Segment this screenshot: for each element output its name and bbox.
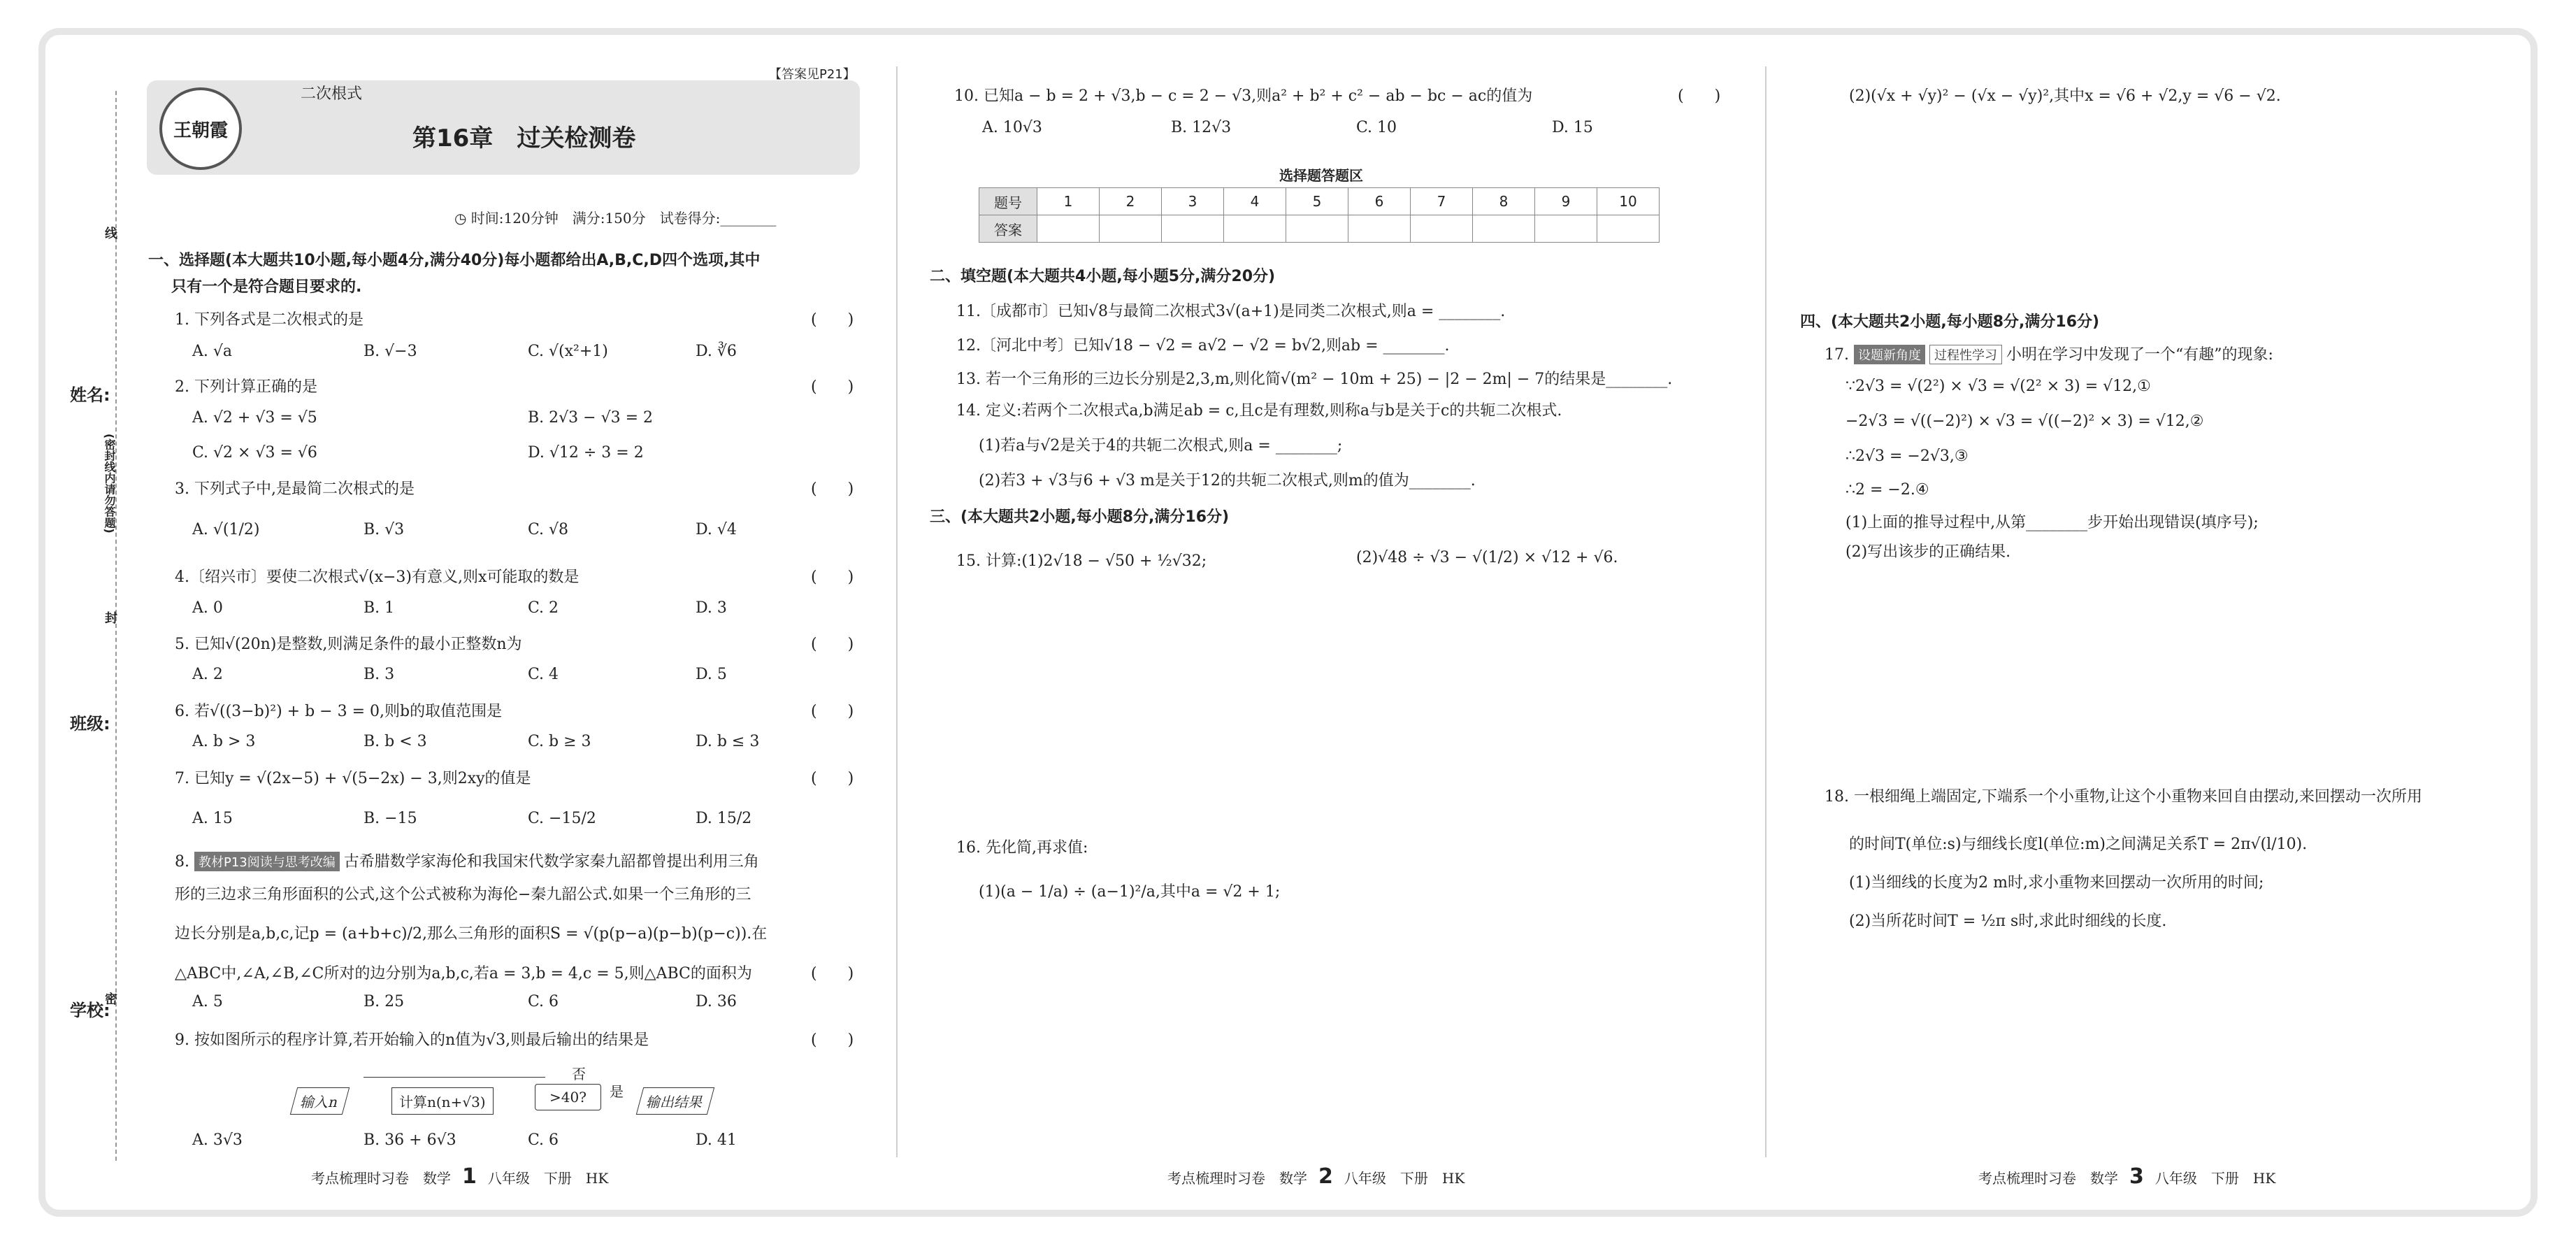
source-tag: 教材P13阅读与思考改编 — [194, 852, 340, 871]
option-a: A. √2 + √3 = √5 — [192, 409, 317, 427]
question-8-text: 边长分别是a,b,c,记p = (a+b+c)/2,那么三角形的面积S = √(p(p−a)(p−b)(p−c)).在 — [175, 925, 768, 943]
option-b: B. b < 3 — [364, 733, 427, 750]
answer-parens: ( ) — [811, 770, 854, 787]
option-a: A. b > 3 — [192, 733, 256, 750]
answer-parens: ( ) — [1678, 87, 1721, 105]
seal-mark: 线 — [105, 227, 117, 241]
table-cell: 10 — [1597, 188, 1660, 215]
question-13: 13. 若一个三角形的三边长分别是2,3,m,则化简√(m² − 10m + 25) − |2 − 2m| − 7的结果是________. — [956, 371, 1673, 388]
option-b: B. 2√3 − √3 = 2 — [528, 409, 654, 427]
option-a: A. 5 — [192, 993, 223, 1010]
question-12: 12.〔河北中考〕已知√18 − √2 = a√2 − √2 = b√2,则ab = ________. — [956, 337, 1450, 355]
question-14-part2: (2)若3 + √3与6 + √3 m是关于12的共轭二次根式,则m的值为________. — [979, 472, 1476, 489]
option-d: D. √12 ÷ 3 = 2 — [528, 444, 644, 462]
question-8: 8. 教材P13阅读与思考改编 古希腊数学家海伦和我国宋代数学家秦九韶都曾提出利用三角 — [175, 853, 759, 871]
question-8-text: 形的三边求三角形面积的公式,这个公式被称为海伦−秦九韶公式.如果一个三角形的三 — [175, 886, 751, 903]
derivation-line-1: ∵2√3 = √(2²) × √3 = √(2² × 3) = √12,① — [1845, 378, 2151, 395]
answer-parens: ( ) — [811, 569, 854, 586]
answer-cell[interactable] — [1535, 215, 1597, 243]
question-18-part1: (1)当细线的长度为2 m时,求小重物来回摆动一次所用的时间; — [1849, 874, 2264, 892]
flow-output: 输出结果 — [636, 1087, 714, 1115]
answer-cell[interactable] — [1286, 215, 1348, 243]
section-heading: 一、选择题(本大题共10小题,每小题4分,满分40分)每小题都给出A,B,C,D四个选项,其中 — [148, 252, 761, 269]
question-8-text: △ABC中,∠A,∠B,∠C所对的边分别为a,b,c,若a = 3,b = 4,c = 5,则△ABC的面积为 — [175, 965, 752, 982]
flow-calc: 计算n(n+√3) — [391, 1087, 494, 1115]
answer-cell[interactable] — [1411, 215, 1473, 243]
exam-info: ◷ 时间:120分钟 满分:150分 试卷得分:________ — [454, 210, 777, 227]
option-b: B. 1 — [364, 599, 395, 617]
option-c: C. √(x²+1) — [528, 343, 608, 360]
page-number: 1 — [462, 1164, 477, 1189]
section-heading: 只有一个是符合题目要求的. — [171, 278, 362, 296]
question-9: 9. 按如图所示的程序计算,若开始输入的n值为√3,则最后输出的结果是 — [175, 1031, 649, 1049]
footer: 考点梳理时习卷 数学 2 八年级 下册 HK — [1167, 1164, 1465, 1189]
answer-parens: ( ) — [811, 480, 854, 498]
table-header: 题号 — [979, 188, 1037, 215]
question-7: 7. 已知y = √(2x−5) + √(5−2x) − 3,则2xy的值是 — [175, 770, 531, 787]
page-number: 2 — [1318, 1164, 1333, 1189]
option-c: C. 6 — [528, 1131, 559, 1149]
derivation-line-4: ∴2 = −2.④ — [1845, 481, 1929, 499]
option-d: D. ∛6 — [696, 343, 737, 360]
option-a: A. √(1/2) — [192, 521, 260, 538]
option-d: D. 3 — [696, 599, 727, 617]
option-a: A. √a — [192, 343, 233, 360]
question-14: 14. 定义:若两个二次根式a,b满足ab = c,且c是有理数,则称a与b是关于c的共轭二次根式. — [956, 402, 1562, 420]
question-18: 18. 一根细绳上端固定,下端系一个小重物,让这个小重物来回自由摆动,来回摆动一次所用 — [1825, 788, 2422, 806]
option-b: B. √−3 — [364, 343, 417, 360]
question-2: 2. 下列计算正确的是 — [175, 378, 317, 396]
option-c: C. 2 — [528, 599, 559, 617]
option-d: D. 15/2 — [696, 810, 752, 827]
seal-mark: 密 — [105, 992, 117, 1007]
flow-yes-label: 是 — [610, 1083, 624, 1100]
flow-condition: >40? — [535, 1084, 601, 1110]
question-6: 6. 若√((3−b)²) + b − 3 = 0,则b的取值范围是 — [175, 703, 503, 720]
answer-parens: ( ) — [811, 378, 854, 396]
answer-cell[interactable] — [1100, 215, 1162, 243]
process-tag: 过程性学习 — [1929, 345, 2002, 364]
answer-table-title: 选择题答题区 — [1279, 167, 1363, 184]
question-18-part2: (2)当所花时间T = ½π s时,求此时细线的长度. — [1849, 913, 2167, 930]
chapter-tag: 二次根式 — [301, 85, 363, 103]
option-b: B. 3 — [364, 666, 395, 683]
section-heading: 二、填空题(本大题共4小题,每小题5分,满分20分) — [930, 268, 1276, 285]
seal-mark: 封 — [105, 611, 117, 626]
new-angle-tag: 设题新角度 — [1854, 345, 1925, 364]
option-b: B. 25 — [364, 993, 405, 1010]
option-d: D. 36 — [696, 993, 737, 1010]
question-14-part1: (1)若a与√2是关于4的共轭二次根式,则a = ________; — [979, 437, 1343, 455]
question-15-part2-expression: (2)(√x + √y)² − (√x − √y)²,其中x = √6 + √2,y = √6 − √2. — [1849, 87, 2281, 105]
option-a: A. 10√3 — [982, 119, 1042, 136]
option-b: B. −15 — [364, 810, 417, 827]
class-label: 班级: — [70, 714, 110, 734]
question-17-part2: (2)写出该步的正确结果. — [1845, 543, 2011, 561]
answer-cell[interactable] — [1162, 215, 1224, 243]
option-b: B. √3 — [364, 521, 405, 538]
table-header: 答案 — [979, 215, 1037, 243]
question-16-part1: (1)(a − 1/a) ÷ (a−1)²/a,其中a = √2 + 1; — [979, 883, 1281, 901]
question-16: 16. 先化简,再求值: — [956, 839, 1088, 857]
publisher-logo: 王朝霞 — [159, 87, 242, 170]
option-a: A. 0 — [192, 599, 223, 617]
answer-cell[interactable] — [1348, 215, 1411, 243]
answer-cell[interactable] — [1597, 215, 1660, 243]
table-cell: 3 — [1162, 188, 1224, 215]
question-15-part2: (2)√48 ÷ √3 − √(1/2) × √12 + √6. — [1356, 549, 1618, 566]
option-a: A. 3√3 — [192, 1131, 243, 1149]
page-divider — [896, 66, 898, 1157]
option-c: C. 10 — [1356, 119, 1397, 136]
question-11: 11.〔成都市〕已知√8与最简二次根式3√(a+1)是同类二次根式,则a = ________. — [956, 303, 1506, 320]
option-c: C. 4 — [528, 666, 559, 683]
answer-parens: ( ) — [811, 703, 854, 720]
derivation-line-3: ∴2√3 = −2√3,③ — [1845, 448, 1969, 465]
section-heading: 四、(本大题共2小题,每小题8分,满分16分) — [1800, 313, 2100, 331]
question-10: 10. 已知a − b = 2 + √3,b − c = 2 − √3,则a² + b² + c² − ab − bc − ac的值为 — [954, 87, 1533, 105]
page-number: 3 — [2129, 1164, 2144, 1189]
option-b: B. 12√3 — [1171, 119, 1232, 136]
answer-parens: ( ) — [811, 965, 854, 982]
flow-no-label: 否 — [572, 1066, 586, 1082]
option-d: D. √4 — [696, 521, 737, 538]
option-b: B. 36 + 6√3 — [364, 1131, 456, 1149]
answer-parens: ( ) — [811, 636, 854, 653]
name-label: 姓名: — [70, 385, 110, 405]
flow-loop-line — [364, 1077, 545, 1078]
answer-table — [979, 187, 1660, 243]
question-17: 17. 设题新角度 过程性学习 小明在学习中发现了一个“有趣”的现象: — [1825, 346, 2273, 364]
option-c: C. √8 — [528, 521, 569, 538]
school-label: 学校: — [70, 1001, 110, 1020]
table-cell: 1 — [1037, 188, 1100, 215]
table-cell: 5 — [1286, 188, 1348, 215]
question-18-text: 的时间T(单位:s)与细线长度l(单位:m)之间满足关系T = 2π√(l/10). — [1849, 836, 2308, 853]
page-title: 第16章 过关检测卷 — [412, 124, 636, 152]
option-a: A. 2 — [192, 666, 223, 683]
question-17-part1: (1)上面的推导过程中,从第________步开始出现错误(填序号); — [1845, 514, 2259, 531]
question-15-part1: 15. 计算:(1)2√18 − √50 + ½√32; — [956, 552, 1207, 570]
table-cell: 7 — [1411, 188, 1473, 215]
question-3: 3. 下列式子中,是最简二次根式的是 — [175, 480, 415, 498]
table-cell: 8 — [1473, 188, 1535, 215]
question-4: 4.〔绍兴市〕要使二次根式√(x−3)有意义,则x可能取的数是 — [175, 569, 580, 586]
option-c: C. √2 × √3 = √6 — [192, 444, 317, 462]
answer-parens: ( ) — [811, 311, 854, 329]
answer-reference: 【答案见P21】 — [769, 67, 856, 82]
section-heading: 三、(本大题共2小题,每小题8分,满分16分) — [930, 508, 1230, 526]
table-cell: 4 — [1224, 188, 1286, 215]
question-5: 5. 已知√(20n)是整数,则满足条件的最小正整数n为 — [175, 636, 522, 653]
option-d: D. 15 — [1552, 119, 1593, 136]
option-c: C. −15/2 — [528, 810, 596, 827]
option-a: A. 15 — [192, 810, 233, 827]
option-d: D. b ≤ 3 — [696, 733, 760, 750]
seal-note: (密封线内请勿答题) — [103, 434, 116, 534]
table-cell: 9 — [1535, 188, 1597, 215]
option-c: C. b ≥ 3 — [528, 733, 591, 750]
answer-cell[interactable] — [1224, 215, 1286, 243]
option-c: C. 6 — [528, 993, 559, 1010]
footer: 考点梳理时习卷 数学 1 八年级 下册 HK — [311, 1164, 609, 1189]
answer-parens: ( ) — [811, 1031, 854, 1049]
derivation-line-2: −2√3 = √((−2)²) × √3 = √((−2)² × 3) = √12,② — [1845, 413, 2204, 430]
answer-cell[interactable] — [1473, 215, 1535, 243]
answer-cell[interactable] — [1037, 215, 1100, 243]
page-divider — [1765, 66, 1766, 1157]
question-1: 1. 下列各式是二次根式的是 — [175, 311, 364, 329]
table-cell: 6 — [1348, 188, 1411, 215]
option-d: D. 41 — [696, 1131, 737, 1149]
footer: 考点梳理时习卷 数学 3 八年级 下册 HK — [1978, 1164, 2276, 1189]
table-cell: 2 — [1100, 188, 1162, 215]
option-d: D. 5 — [696, 666, 727, 683]
flow-input: 输入n — [290, 1087, 350, 1115]
